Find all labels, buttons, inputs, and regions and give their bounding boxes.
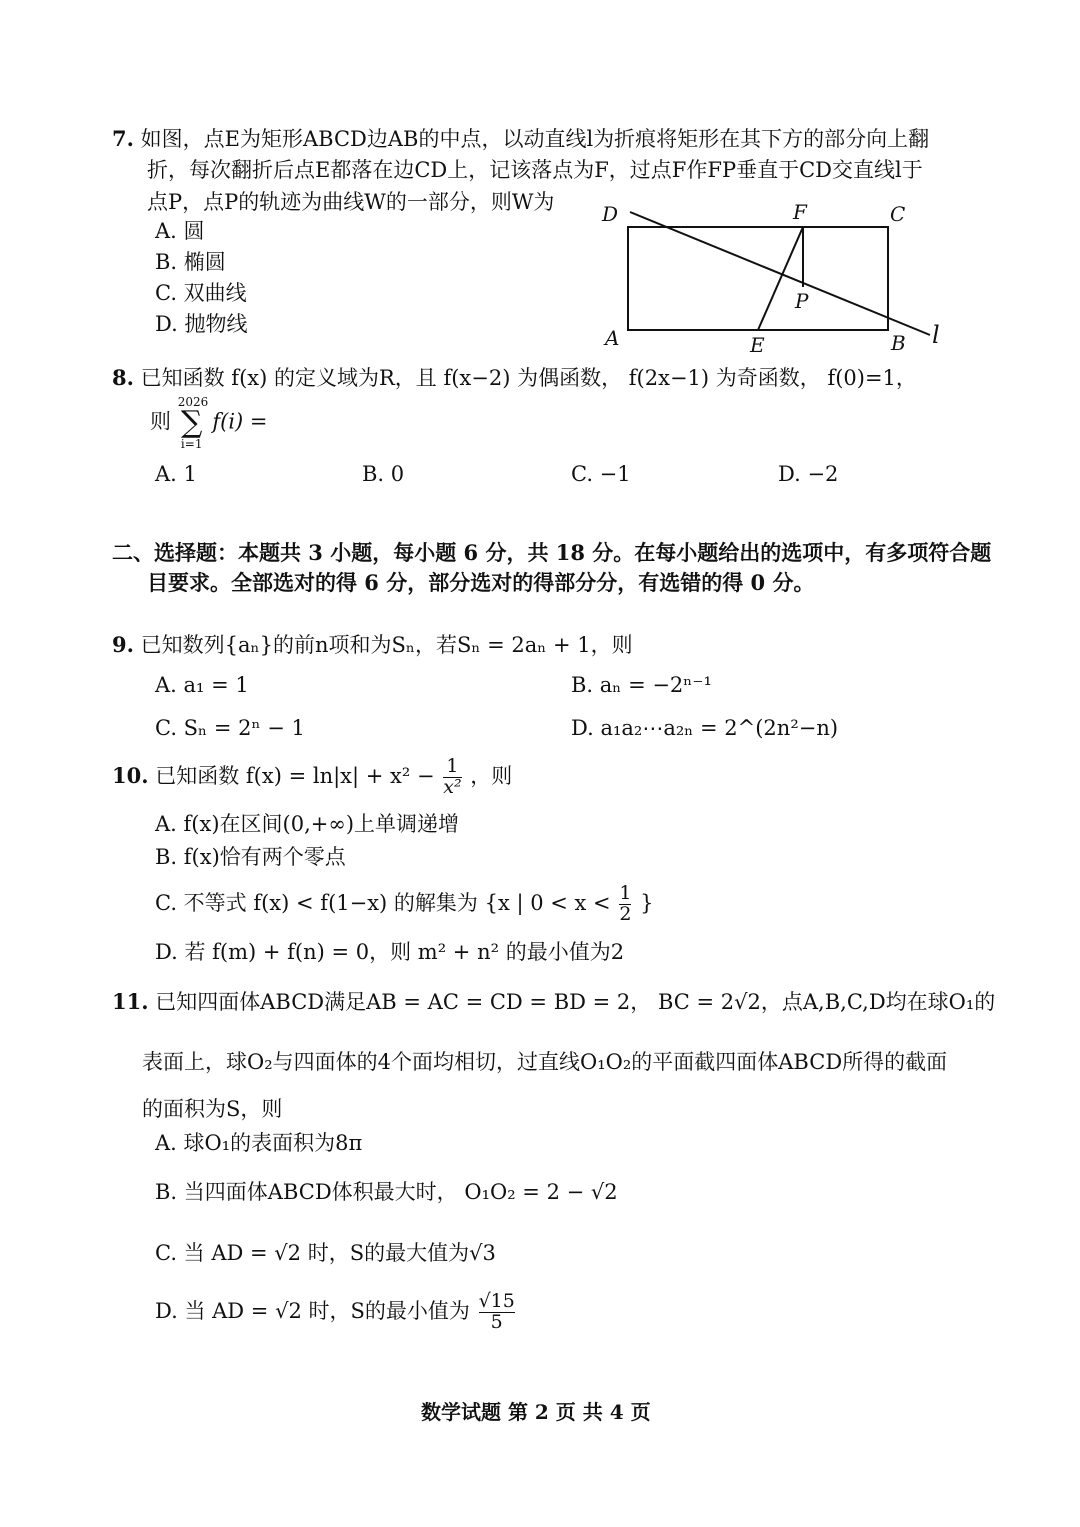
q10-fraction: $\frac{1}{\text{x²}}$ [443,755,462,798]
q11-line1: 11. 已知四面体ABCD满足AB = AC = CD = BD = 2， BC = 2√2，点A,B,C,D均在球O₁的 [112,989,996,1014]
label-l: l [932,321,940,349]
q8-line1: 8. 已知函数 f(x) 的定义域为R，且 f(x−2) 为偶函数， f(2x−1) 为奇函数， f(0)=1， [112,365,917,390]
q10-option-b: B. f(x)恰有两个零点 [155,845,346,869]
q11-option-b: B. 当四面体ABCD体积最大时， O₁O₂ = 2 − √2 [155,1180,618,1204]
summation-symbol: 2026 ∑ i=1 [177,395,209,451]
q11d-fraction: $\frac{√15}{5}$ [478,1290,515,1333]
q9-option-c: C. Sₙ = 2ⁿ − 1 [155,716,305,740]
rectangle-abcd [628,227,888,330]
q7-figure [595,195,965,360]
q7-option-a: A. 圆 [155,219,205,243]
label-a: A [605,326,620,350]
label-f: F [793,200,807,224]
section2-line1: 二、选择题：本题共 3 小题，每小题 6 分，共 18 分。在每小题给出的选项中，有多项符合题 [112,540,992,565]
q8-option-b: B. 0 [362,462,405,486]
q7-option-c: C. 双曲线 [155,281,247,305]
q10-option-d: D. 若 f(m) + f(n) = 0，则 m² + n² 的最小值为2 [155,940,625,964]
q10-number: 10. [112,762,149,788]
q9-option-d: D. a₁a₂⋯a₂ₙ = 2^(2n²−n) [571,716,839,740]
q8-option-d: D. −2 [778,462,839,486]
q7-line2: 折，每次翻折后点E都落在边CD上，记该落点为F，过点F作FP垂直于CD交直线l于 [147,158,923,182]
q8-option-a: A. 1 [155,462,197,486]
q7-line3: 点P，点P的轨迹为曲线W的一部分，则W为 [147,190,555,214]
page-footer: 数学试题 第 2 页 共 4 页 [421,1400,651,1424]
q11-option-c: C. 当 AD = √2 时，S的最大值为√3 [155,1241,496,1265]
q9-option-a: A. a₁ = 1 [155,673,249,697]
q7-line1: 7. 如图，点E为矩形ABCD边AB的中点，以动直线l为折痕将矩形在其下方的部分向上翻 [112,126,930,151]
q11-option-a: A. 球O₁的表面积为8π [155,1131,363,1155]
q10-option-c: C. 不等式 f(x) < f(1−x) 的解集为 {x | 0 < x < $\frac{1}{2}$ } [155,882,654,925]
label-c: C [890,202,906,226]
q11-number: 11. [112,989,149,1014]
label-b: B [891,331,906,355]
q10c-fraction: $\frac{1}{2}$ [619,882,632,925]
q9-stem: 9. 已知数列{aₙ}的前n项和为Sₙ，若Sₙ = 2aₙ + 1，则 [112,632,633,657]
segment-ef [758,227,803,330]
q8-line2: 则 2026 ∑ i=1 f(i) = [150,395,268,451]
q10-stem: 10. 已知函数 f(x) = ln|x| + x² − $\frac{1}{\text{x²}}$ ，则 [112,755,513,798]
q10-option-a: A. f(x)在区间(0,+∞)上单调递增 [155,812,460,836]
label-d: D [602,202,619,226]
q11-option-d: D. 当 AD = √2 时，S的最小值为 $\frac{√15}{5}$ [155,1290,515,1333]
label-e: E [750,333,765,357]
fold-line-l [630,212,930,335]
q9-number: 9. [112,632,134,657]
q7-option-d: D. 抛物线 [155,312,248,336]
q7-number: 7. [112,126,134,151]
q9-option-b: B. aₙ = −2ⁿ⁻¹ [571,673,712,697]
label-p: P [795,289,809,313]
section2-line2: 目要求。全部选对的得 6 分，部分选对的得部分分，有选错的得 0 分。 [147,570,815,595]
q8-option-c: C. −1 [571,462,631,486]
q11-line3: 的面积为S，则 [142,1097,283,1121]
q11-line2: 表面上，球O₂与四面体的4个面均相切，过直线O₁O₂的平面截四面体ABCD所得的截面 [142,1050,948,1074]
q7-option-b: B. 椭圆 [155,250,226,274]
q8-number: 8. [112,365,134,390]
